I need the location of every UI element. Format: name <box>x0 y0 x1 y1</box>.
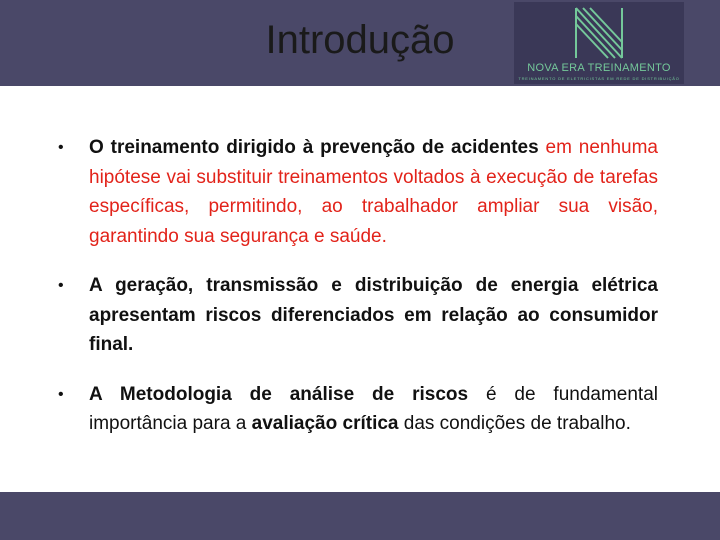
footer-band <box>0 492 720 540</box>
company-logo <box>514 2 684 84</box>
bullet-dot-icon: • <box>58 385 64 403</box>
bullet-dot-icon: • <box>58 277 64 294</box>
logo-tagline: TREINAMENTO DE ELETRICISTAS EM REDE DE DISTRIBUIÇÃO <box>518 76 680 81</box>
bullet-bold-text: A geração, transmissão e distribuição de energia elétrica apresentam riscos diferenciados em relação ao consumidor final. <box>89 275 658 355</box>
bullet-red-text: em nenhuma hipótese vai substituir treinamentos voltados à execução de tarefas específicas, permitindo, ao trabalhador ampliar sua visão, garantindo sua segurança e saúde. <box>89 137 658 247</box>
bullet-dot-icon: • <box>58 139 64 156</box>
slide-title: Introdução <box>265 18 455 62</box>
bullet-text: é de fundamental importância para a <box>89 383 658 434</box>
bullet-bold-text: A Metodologia de análise de riscos <box>89 383 469 405</box>
bullet-item <box>58 271 658 360</box>
logo-n-icon <box>572 6 626 60</box>
bullet-item <box>58 133 658 251</box>
bullet-item <box>58 380 658 439</box>
bullet-bold-text: avaliação crítica <box>251 413 399 434</box>
logo-name: NOVA ERA TREINAMENTO <box>527 62 671 74</box>
bullet-text: das condições de trabalho. <box>403 413 631 434</box>
bullet-bold-text: O treinamento dirigido à prevenção de acidentes <box>89 137 539 158</box>
bullet-list <box>58 133 658 459</box>
